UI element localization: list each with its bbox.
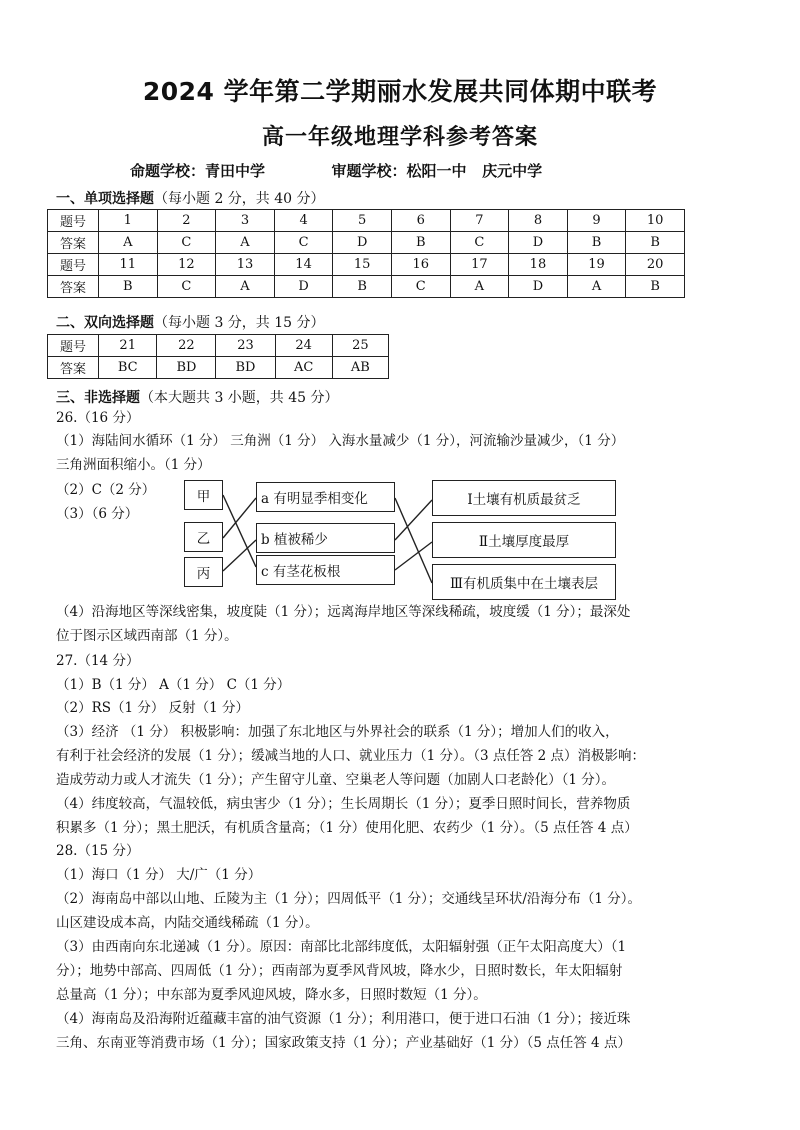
q26-line-2: 三角洲面积缩小。（1 分） <box>56 457 211 473</box>
box-III: Ⅲ有机质集中在土壤表层 <box>432 564 616 600</box>
table-cell: AC <box>275 357 332 379</box>
table-cell: 9 <box>567 210 626 232</box>
q28-line-5: 分）；地势中部高、四周低（1 分）；西南部为夏季风背风坡，降水少，日照时数长，年太阳辐射 <box>56 963 623 979</box>
connector-b-I <box>395 500 432 540</box>
q28-line-3: 山区建设成本高，内陆交通线稀疏（1 分）。 <box>56 915 319 931</box>
box-bing: 丙 <box>184 557 223 587</box>
table-cell: C <box>157 276 216 298</box>
box-c: c 有茎花板根 <box>256 555 395 585</box>
table-cell: B <box>333 276 392 298</box>
q27-line-5: 造成劳动力或人才流失（1 分）；产生留守儿童、空巢老人等问题（加剧人口老龄化）（1 分）。 <box>56 772 616 788</box>
table-cell: A <box>216 232 275 254</box>
box-a: a 有明显季相变化 <box>256 482 395 512</box>
q27-header: 27.（14 分） <box>56 653 140 669</box>
q26-header: 26.（16 分） <box>56 410 140 426</box>
q28-header: 28.（15 分） <box>56 843 140 859</box>
table-cell: B <box>626 232 685 254</box>
table-cell: 8 <box>509 210 568 232</box>
q28-line-4: （3）由西南向东北递减（1 分）。原因：南部比北部纬度低，太阳辐射强（正午太阳高度大）（1 <box>56 939 627 955</box>
q27-line-3: （3）经济 （1 分） 积极影响：加强了东北地区与外界社会的联系（1 分）；增加人们的收入， <box>56 724 619 740</box>
row-label: 答案 <box>48 357 99 379</box>
table-cell: 5 <box>333 210 392 232</box>
table-cell: D <box>274 276 333 298</box>
table-cell: AB <box>332 357 388 379</box>
section-1-heading: 一、单项选择题（每小题 2 分，共 40 分） <box>56 191 325 207</box>
q26-line-1: （1）海陆间水循环（1 分） 三角洲（1 分） 入海水量减少（1 分），河流输沙量减少，（1 分） <box>56 433 625 449</box>
box-II: Ⅱ土壤厚度最厚 <box>432 522 616 558</box>
connector-c-II <box>395 542 432 570</box>
table-cell: 17 <box>450 254 509 276</box>
table-cell: 7 <box>450 210 509 232</box>
row-label: 题号 <box>48 210 99 232</box>
table-cell: 3 <box>216 210 275 232</box>
box-b: b 植被稀少 <box>256 523 395 553</box>
box-jia: 甲 <box>184 480 223 510</box>
row-label: 题号 <box>48 254 99 276</box>
q27-line-6: （4）纬度较高，气温较低，病虫害少（1 分）；生长周期长（1 分）；夏季日照时间长，营养物质 <box>56 796 631 812</box>
table-cell: 4 <box>274 210 333 232</box>
table-cell: 24 <box>275 335 332 357</box>
table-cell: C <box>274 232 333 254</box>
q28-line-8: 三角、东南亚等消费市场（1 分）；国家政策支持（1 分）；产业基础好（1 分）（5 点任答 4 点） <box>56 1035 631 1051</box>
table-cell: 18 <box>509 254 568 276</box>
table-cell: BD <box>216 357 275 379</box>
table-cell: 14 <box>274 254 333 276</box>
table-cell: 10 <box>626 210 685 232</box>
table-cell: A <box>450 276 509 298</box>
table-cell: 23 <box>216 335 275 357</box>
row-label: 答案 <box>48 276 99 298</box>
table-cell: 22 <box>157 335 216 357</box>
table-cell: 1 <box>99 210 158 232</box>
row-label: 题号 <box>48 335 99 357</box>
table-cell: BC <box>99 357 157 379</box>
table-cell: B <box>567 232 626 254</box>
reviewer-school: 审题学校：松阳一中 庆元中学 <box>331 162 543 180</box>
q27-line-1: （1）B（1 分） A（1 分） C（1 分） <box>56 677 291 693</box>
table-cell: 25 <box>332 335 388 357</box>
box-I: Ⅰ土壤有机质最贫乏 <box>432 480 616 516</box>
box-yi: 乙 <box>184 522 223 552</box>
q27-line-7: 积累多（1 分）；黑土肥沃，有机质含量高；（1 分）使用化肥、农药少（1 分）。（5 点任答 4 点） <box>56 820 638 836</box>
table-cell: C <box>157 232 216 254</box>
table-cell: BD <box>157 357 216 379</box>
q26-line-5: （4）沿海地区等深线密集，坡度陡（1 分）；远离海岸地区等深线稀疏，坡度缓（1 分）；最深处 <box>56 604 631 620</box>
table-cell: 11 <box>99 254 158 276</box>
q28-line-7: （4）海南岛及沿海附近蕴藏丰富的油气资源（1 分）；利用港口，便于进口石油（1 分）；接近珠 <box>56 1011 631 1027</box>
table-cell: 16 <box>391 254 450 276</box>
table-cell: A <box>567 276 626 298</box>
table-cell: D <box>509 276 568 298</box>
q26-line-4: （3）（6 分） <box>56 506 139 522</box>
table-cell: 12 <box>157 254 216 276</box>
table-cell: A <box>99 232 158 254</box>
table-cell: 13 <box>216 254 275 276</box>
q26-line-3: （2）C（2 分） <box>56 482 156 498</box>
table-cell: D <box>333 232 392 254</box>
q26-line-6: 位于图示区域西南部（1 分）。 <box>56 628 238 644</box>
q28-line-2: （2）海南岛中部以山地、丘陵为主（1 分）；四周低平（1 分）；交通线呈环状/沿海分布（1 分）。 <box>56 891 642 907</box>
table-cell: C <box>450 232 509 254</box>
section-2-heading: 二、双向选择题（每小题 3 分，共 15 分） <box>56 315 325 331</box>
proposer-school: 命题学校：青田中学 <box>130 162 266 180</box>
table-cell: 20 <box>626 254 685 276</box>
q27-line-2: （2）RS（1 分） 反射（1 分） <box>56 700 250 716</box>
table-cell: A <box>216 276 275 298</box>
page-title: 2024 学年第二学期丽水发展共同体期中联考 <box>142 77 658 106</box>
table-cell: B <box>391 232 450 254</box>
page-subtitle: 高一年级地理学科参考答案 <box>261 125 538 150</box>
table-cell: C <box>391 276 450 298</box>
table-cell: B <box>626 276 685 298</box>
table-cell: D <box>509 232 568 254</box>
table-cell: 15 <box>333 254 392 276</box>
connector-a-III <box>395 498 432 583</box>
table-cell: B <box>99 276 158 298</box>
table-cell: 21 <box>99 335 157 357</box>
section-3-heading: 三、非选择题（本大题共 3 小题，共 45 分） <box>56 390 339 406</box>
q28-line-6: 总量高（1 分）；中东部为夏季风迎风坡，降水多，日照时数短（1 分）。 <box>56 987 487 1003</box>
q28-line-1: （1）海口（1 分） 大/广（1 分） <box>56 867 262 883</box>
table-cell: 6 <box>391 210 450 232</box>
q27-line-4: 有利于社会经济的发展（1 分）；缓减当地的人口、就业压力（1 分）。（3 点任答 2 点）消极影响： <box>56 748 646 764</box>
table-cell: 19 <box>567 254 626 276</box>
row-label: 答案 <box>48 232 99 254</box>
table-cell: 2 <box>157 210 216 232</box>
